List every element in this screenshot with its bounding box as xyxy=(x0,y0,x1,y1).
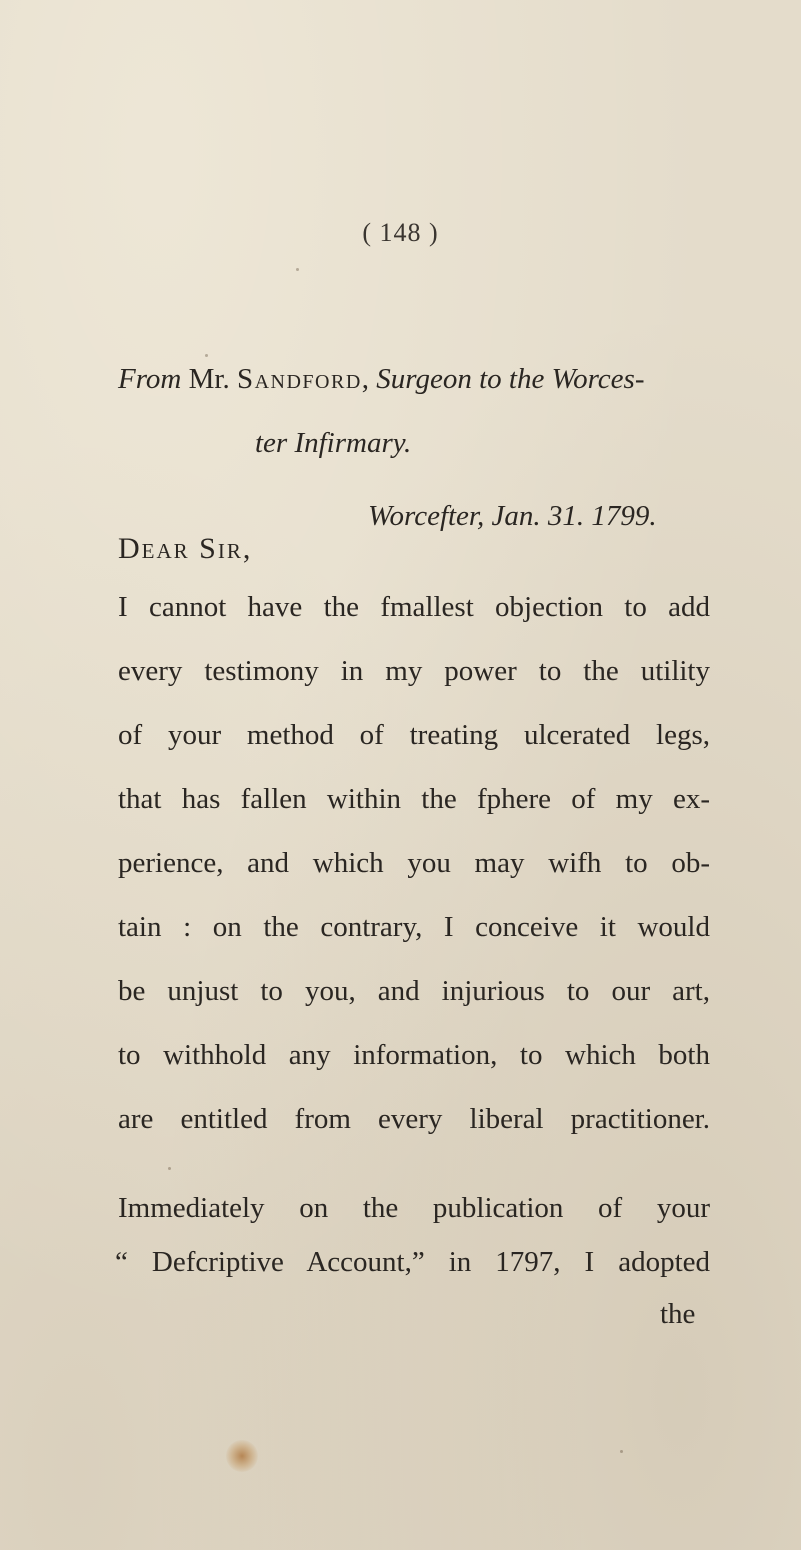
heading-from: From xyxy=(118,363,182,395)
paper-speck xyxy=(168,1167,171,1170)
text-line: every testimony in my power to the utility xyxy=(118,655,710,687)
text-line: to withhold any information, to which both xyxy=(118,1039,710,1071)
letter-heading-line-1 xyxy=(118,363,645,396)
text-line: Immediately on the publication of your xyxy=(118,1192,710,1224)
dateline-place: Worcefter xyxy=(368,500,478,532)
paper-speck xyxy=(205,354,208,357)
text-line: that has fallen within the fphere of my ex- xyxy=(118,783,710,815)
text-line: be unjust to you, and injurious to our art, xyxy=(118,975,710,1007)
text-line: I cannot have the fmallest objection to add xyxy=(118,591,710,623)
dateline-date: , Jan. 31. 1799. xyxy=(477,500,657,532)
letter-heading-line-2 xyxy=(255,427,411,460)
heading-title-part1: Surgeon to the Worces- xyxy=(376,363,645,395)
text-line: tain : on the contrary, I conceive it would xyxy=(118,911,710,943)
text-line: are entitled from every liberal practitioner. xyxy=(118,1103,710,1135)
text-line: “ Defcriptive Account,” in 1797, I adopted xyxy=(115,1246,710,1278)
text-line: of your method of treating ulcerated legs, xyxy=(118,719,710,751)
heading-name: Sandford xyxy=(236,363,362,395)
heading-comma: , xyxy=(361,363,370,395)
page-number: ( 148 ) xyxy=(362,218,439,247)
heading-mr: Mr. xyxy=(188,363,230,395)
paper-speck xyxy=(620,1450,623,1453)
catchword: the xyxy=(660,1298,696,1330)
paper-speck xyxy=(296,268,299,271)
dateline xyxy=(368,500,657,533)
foxing-stain xyxy=(226,1440,258,1472)
text-line: perience, and which you may wifh to ob- xyxy=(118,847,710,879)
heading-title-part2: ter Infirmary. xyxy=(255,427,412,459)
salutation: Dear Sir, xyxy=(118,532,253,565)
